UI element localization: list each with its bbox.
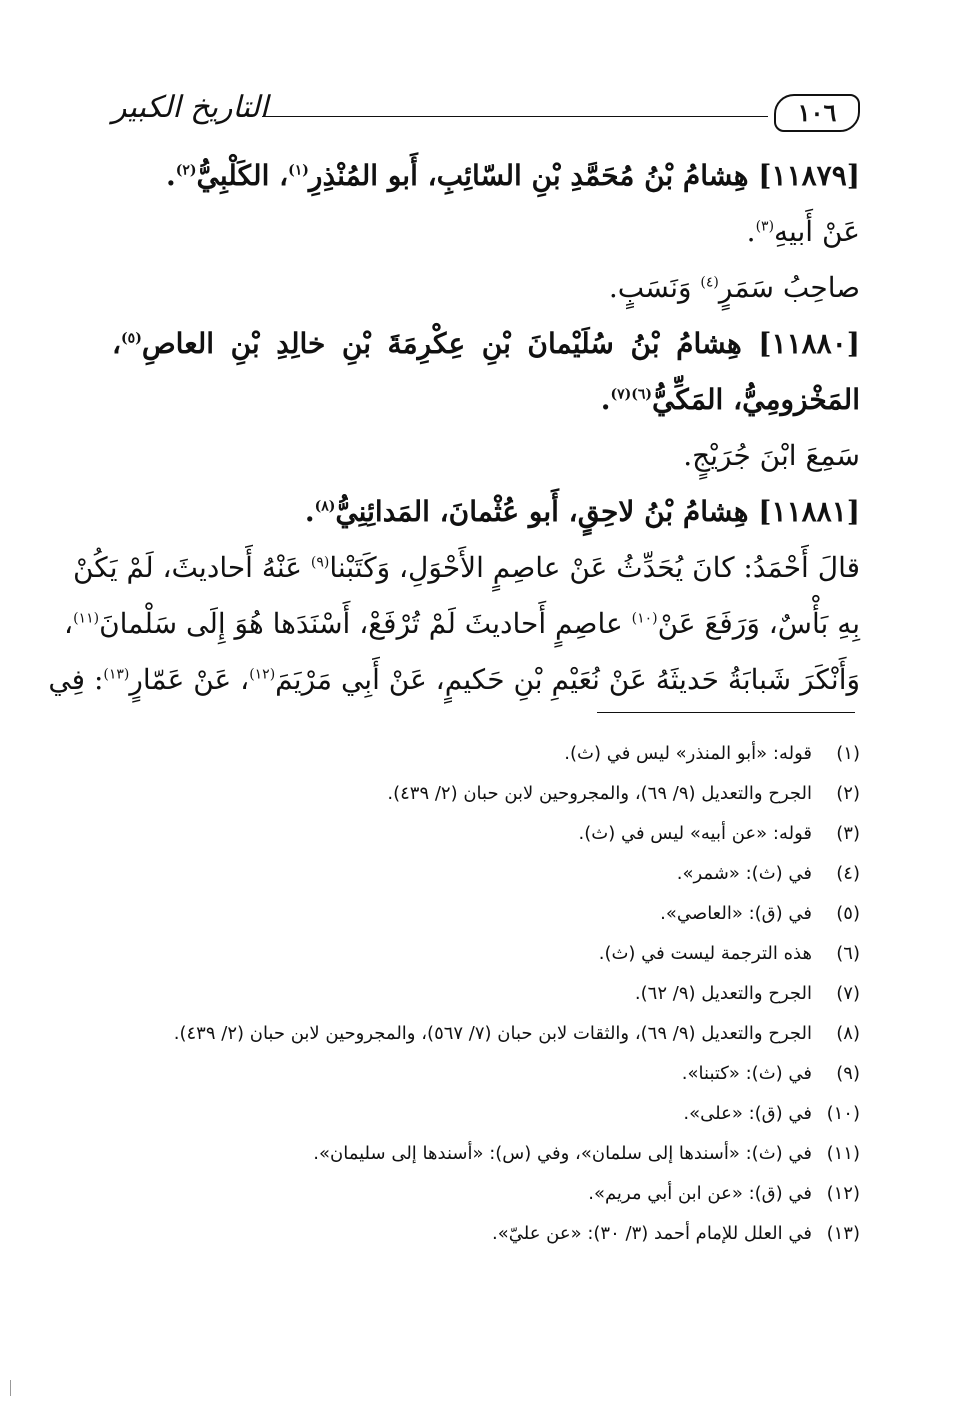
narration-text: سَمِعَ ابْنَ جُرَيْجٍ. (683, 439, 860, 472)
footnote-text: في (ق): «العاصي». (660, 903, 812, 924)
footnote-text: في (ث): «أسندها إلى سلمان»، وفي (س): «أسندها إلى سليمان». (313, 1143, 812, 1164)
footnote-text: في العلل للإمام أحمد (٣/ ٣٠): «عن عليّ». (492, 1223, 812, 1244)
footnote-text: في (ث): «كتبنا». (681, 1063, 812, 1084)
narration-text: عَنْ أَبيهِ (774, 215, 860, 248)
punctuation: . (304, 495, 315, 528)
footnote-number: (٦) (836, 943, 860, 964)
footnote-ref[interactable]: (١) (288, 162, 309, 179)
footnote-text: في (ق): «على». (683, 1103, 812, 1124)
footnote-number: (٨) (836, 1023, 860, 1044)
footnote-number: (٩) (836, 1063, 860, 1084)
narration-line (112, 428, 860, 484)
footnote-item (112, 1174, 860, 1214)
entry-nisba: المَخْزومِيُّ، المَكِّيُّ (652, 383, 860, 416)
footnote-text: قوله: «عن أبيه» ليس في (ث). (578, 823, 812, 844)
footnote-item (112, 734, 860, 774)
entry-name: هِشامُ بْنُ مُحَمَّدِ بْنِ السّائِبِ، أَبو المُنْذِرِ (308, 159, 749, 192)
punctuation: ، (64, 607, 74, 640)
footnote-item (112, 974, 860, 1014)
footnote-number: (١٠) (826, 1103, 860, 1124)
footnote-text: في (ث): «شمر». (676, 863, 812, 884)
narration-line (112, 204, 860, 260)
footnote-text: الجرح والتعديل (٩/ ٦٢). (634, 983, 812, 1004)
footnote-number: (٥) (836, 903, 860, 924)
footnote-ref[interactable]: (٨) (314, 498, 336, 515)
footnote-text: الجرح والتعديل (٩/ ٦٩)، والمجروحين لابن حبان (٢/ ٤٣٩). (387, 783, 812, 804)
footnote-item (112, 1094, 860, 1134)
paragraph-text: بِهِ بَأْسٌ، وَرَفَعَ عَنْ (657, 607, 860, 640)
footnote-item (112, 774, 860, 814)
footnote-number: (٣) (836, 823, 860, 844)
narration-line (112, 260, 860, 316)
entry-number: [١١٨٧٩] (758, 159, 860, 192)
footnote-number: (١) (836, 743, 860, 764)
punctuation: ، (112, 327, 122, 360)
entry-11880 (112, 316, 860, 372)
footnote-ref[interactable]: (١٢) (249, 666, 276, 683)
paragraph-line (48, 652, 860, 708)
page-number: ١٠٦ (774, 94, 860, 132)
entry-11880-continued (112, 372, 860, 428)
footnote-ref[interactable]: (٢) (175, 162, 197, 179)
footnote-ref[interactable]: (٥) (121, 330, 142, 347)
footnote-ref[interactable]: (١١) (73, 610, 100, 627)
entry-number: [١١٨٨١] (758, 495, 860, 528)
paragraph-text: عَنْهُ أَحاديثَ، لَمْ يَكُنْ (72, 551, 311, 584)
narration-text: صاحِبُ سَمَرٍ (718, 271, 860, 304)
main-text (48, 148, 860, 708)
punctuation: . (746, 215, 756, 248)
footnote-item (112, 934, 860, 974)
footnote-ref[interactable]: (٤) (700, 274, 719, 291)
footnote-ref[interactable]: (٣) (755, 218, 775, 235)
footnote-ref[interactable]: (٩) (310, 554, 330, 571)
entry-11879 (112, 148, 860, 204)
punctuation: . (165, 159, 176, 192)
footnote-text: في (ق): «عن ابن أبي مريم». (588, 1183, 812, 1204)
footnote-number: (١١) (826, 1143, 860, 1164)
footnote-number: (٤) (836, 863, 860, 884)
punctuation: . (600, 383, 611, 416)
footnote-text: قوله: «أبو المنذر» ليس في (ث). (564, 743, 812, 764)
book-title: التاريخ الكبير (112, 90, 269, 125)
paragraph-text: قالَ أَحْمَدُ: كانَ يُحَدِّثُ عَنْ عاصِمٍ الأَحْوَلِ، وَكَتَبْنا (329, 551, 860, 584)
paragraph-text: : فِي (48, 663, 104, 696)
footnote-ref[interactable]: (٦)(٧) (610, 386, 653, 403)
paragraph-text: وَأَنْكَرَ شَبابَةُ حَديثَهُ عَنْ نُعَيْمِ بْنِ حَكيمٍ، عَنْ أَبِي مَرْيَمَ (275, 663, 860, 696)
footnote-item (112, 854, 860, 894)
entry-11881 (112, 484, 860, 540)
footnote-ref[interactable]: (١٣) (103, 666, 130, 683)
narration-text: وَنَسَبٍ. (608, 271, 701, 304)
footnote-number: (١٣) (826, 1223, 860, 1244)
page-header (112, 88, 860, 140)
paragraph-text: عاصِمٍ أَحاديثَ لَمْ تُرْفَعْ، أَسْنَدَها هُوَ إِلَى سَلْمانَ (99, 607, 632, 640)
paragraph-text: ، عَنْ عَمّارٍ (129, 663, 250, 696)
footnote-text: الجرح والتعديل (٩/ ٦٩)، والثقات لابن حبان (٧/ ٥٦٧)، والمجروحين لابن حبان (٢/ ٤٣٩). (173, 1023, 812, 1044)
footnote-number: (٧) (836, 983, 860, 1004)
footnote-item (112, 894, 860, 934)
entry-name: هِشامُ بْنُ لاحِقٍ، أَبو عُثْمانَ، المَدائِنِيُّ (335, 495, 749, 528)
paragraph-line (64, 596, 860, 652)
footnote-number: (٢) (836, 783, 860, 804)
entry-number: [١١٨٨٠] (758, 327, 860, 360)
footnote-item (112, 1134, 860, 1174)
footnotes (112, 734, 860, 1254)
scan-margin-mark (10, 1380, 11, 1396)
footnote-item (112, 814, 860, 854)
footnote-item (112, 1214, 860, 1254)
footnote-number: (١٢) (826, 1183, 860, 1204)
header-rule (262, 116, 768, 117)
entry-nisba: ، الكَلْبِيُّ (196, 159, 289, 192)
entry-name: هِشامُ بْنُ سُلَيْمانَ بْنِ عِكْرِمَةَ بْنِ خالِدِ بْنِ العاصِ (141, 327, 742, 360)
footnote-item (112, 1014, 860, 1054)
footnote-divider (597, 712, 855, 713)
footnote-item (112, 1054, 860, 1094)
footnote-text: هذه الترجمة ليست في (ث). (598, 943, 812, 964)
paragraph-line (72, 540, 860, 596)
footnote-ref[interactable]: (١٠) (631, 610, 658, 627)
